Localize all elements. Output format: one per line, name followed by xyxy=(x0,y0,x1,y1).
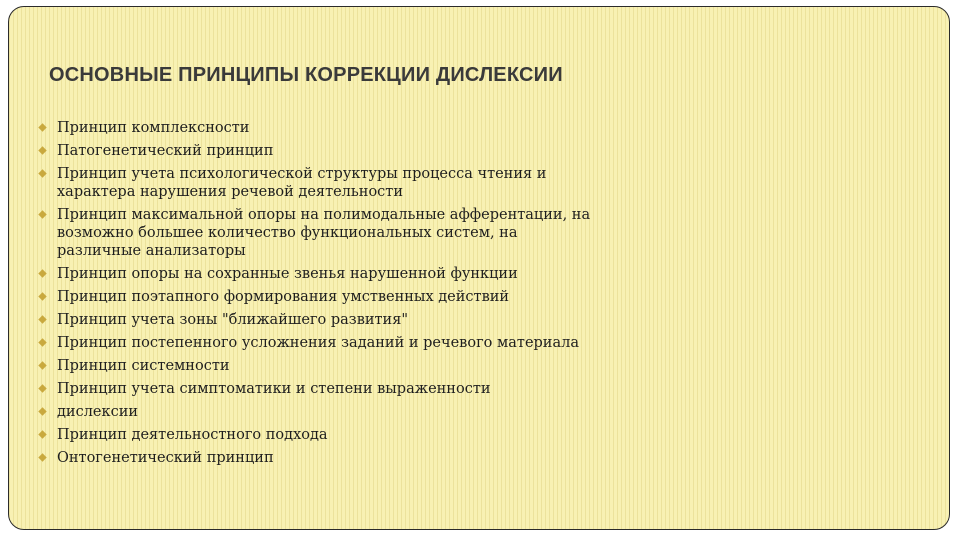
list-item-text: Принцип учета психологической структуры процесса чтения и характера нарушения речевой деятельности xyxy=(57,166,547,200)
list-item xyxy=(39,206,639,260)
list-item-text: Патогенетический принцип xyxy=(57,143,274,159)
principles-list xyxy=(39,119,639,472)
slide-title: ОСНОВНЫЕ ПРИНЦИПЫ КОРРЕКЦИИ ДИСЛЕКСИИ xyxy=(49,64,563,86)
list-item-text: Принцип системности xyxy=(57,358,230,374)
list-item xyxy=(39,357,639,375)
diamond-bullet-icon xyxy=(38,430,46,438)
list-item xyxy=(39,426,639,444)
diamond-bullet-icon xyxy=(38,146,46,154)
diamond-bullet-icon xyxy=(38,123,46,131)
list-item xyxy=(39,265,639,283)
diamond-bullet-icon xyxy=(38,169,46,177)
diamond-bullet-icon xyxy=(38,338,46,346)
list-item-text: Принцип учета зоны "ближайшего развития" xyxy=(57,312,409,328)
diamond-bullet-icon xyxy=(38,210,46,218)
list-item xyxy=(39,142,639,160)
list-item xyxy=(39,380,639,398)
list-item xyxy=(39,165,639,201)
list-item xyxy=(39,311,639,329)
list-item-text: дислексии xyxy=(57,404,139,420)
list-item-text: Принцип опоры на сохранные звенья нарушенной функции xyxy=(57,266,518,282)
list-item-text: Онтогенетический принцип xyxy=(57,450,274,466)
diamond-bullet-icon xyxy=(38,407,46,415)
list-item xyxy=(39,119,639,137)
diamond-bullet-icon xyxy=(38,292,46,300)
list-item xyxy=(39,449,639,467)
list-item-text: Принцип деятельностного подхода xyxy=(57,427,328,443)
list-item-text: Принцип постепенного усложнения заданий и речевого материала xyxy=(57,335,579,351)
list-item xyxy=(39,403,639,421)
slide xyxy=(8,6,950,530)
list-item xyxy=(39,334,639,352)
diamond-bullet-icon xyxy=(38,384,46,392)
list-item-text: Принцип поэтапного формирования умственных действий xyxy=(57,289,510,305)
diamond-bullet-icon xyxy=(38,315,46,323)
diamond-bullet-icon xyxy=(38,269,46,277)
diamond-bullet-icon xyxy=(38,453,46,461)
list-item-text: Принцип комплексности xyxy=(57,120,250,136)
list-item xyxy=(39,288,639,306)
diamond-bullet-icon xyxy=(38,361,46,369)
list-item-text: Принцип максимальной опоры на полимодальные афферентации, на возможно большее количество функциональных систем, на различные анализаторы xyxy=(57,207,591,259)
list-item-text: Принцип учета симптоматики и степени выраженности xyxy=(57,381,491,397)
